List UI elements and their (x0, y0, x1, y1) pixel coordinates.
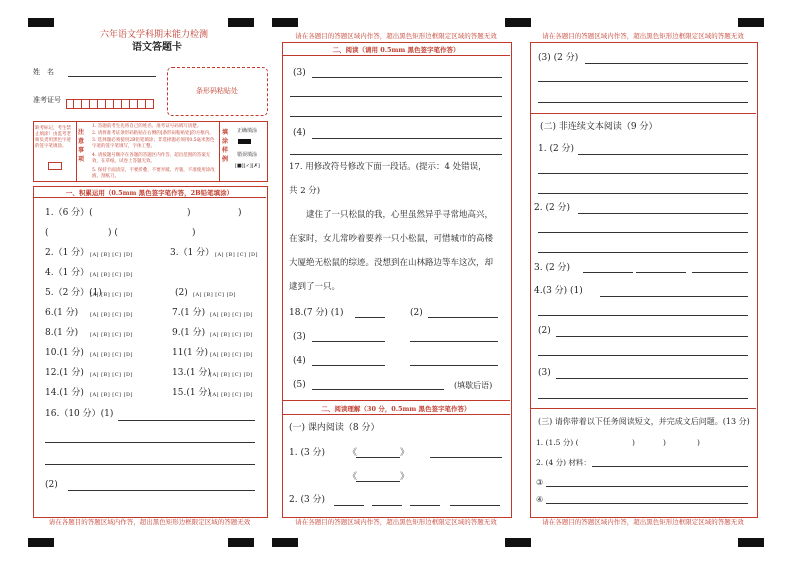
q3-options[interactable]: [A] [B] [C] [D] (215, 252, 258, 258)
answer-line[interactable] (290, 154, 502, 155)
answer-line[interactable] (430, 457, 502, 458)
q16-2-label: (2) (45, 480, 58, 490)
q14-options[interactable]: [A] [B] [C] [D] (90, 392, 133, 398)
answer-line[interactable] (692, 272, 748, 273)
q18-4-label: (4) (293, 356, 306, 366)
correct-fill-sample (238, 139, 251, 144)
answer-line[interactable] (118, 420, 255, 421)
q4-label: 4.（1 分） (45, 268, 90, 278)
reading-one-title: (一) 课内阅读（8 分） (289, 423, 380, 433)
q17-label: 17. 用修改符号修改下面一段话。(提示：4 处错误， (289, 162, 487, 172)
alignment-mark (28, 538, 54, 547)
answer-line[interactable] (45, 464, 255, 465)
page-subtitle: 语文答题卡 (132, 42, 182, 53)
bracket: ) ( (108, 228, 118, 238)
q9-label: 9.(1 分) (172, 328, 206, 338)
answer-line[interactable] (312, 77, 502, 78)
answer-line[interactable] (312, 365, 385, 366)
answer-line[interactable] (538, 81, 748, 82)
n4-2-label: (2) (538, 326, 551, 336)
q8-label: 8.(1 分) (45, 328, 79, 338)
answer-line[interactable] (600, 296, 748, 297)
notice-item: 2. 请将准考证条形码粘贴在右侧的[条形码粘贴处]的方框内。 (92, 131, 214, 136)
name-field[interactable] (68, 76, 156, 77)
q5-label: 5.（2 分）(1) (45, 288, 102, 298)
answer-line[interactable] (312, 138, 502, 139)
alignment-mark (28, 18, 54, 27)
notice-item: 5. 保持卡面清洁，不要折叠，不要弄破、弄皱，不准使用涂改液、刮纸刀。 (92, 168, 215, 179)
q10-options[interactable]: [A] [B] [C] [D] (90, 352, 133, 358)
answer-line[interactable] (356, 457, 400, 458)
n1-label: 1. (2 分) (538, 144, 575, 154)
q15-label: 15.(1 分) (172, 388, 211, 398)
id-label: 准考证号 (33, 96, 61, 104)
t2-label: 2. (4 分) 材料： (536, 458, 591, 467)
alignment-mark (738, 538, 764, 547)
answer-line[interactable] (538, 398, 748, 399)
t2-3-label: ③ (536, 478, 544, 487)
section-three-title: 二、阅读理解（30 分，0.5mm 黑色签字笔作答） (321, 405, 471, 413)
answer-line[interactable] (372, 505, 402, 506)
q5-2-label: (2) (175, 288, 188, 298)
notice-item: 1. 答题前考生先将自己的姓名、准考证号码填写清楚。 (92, 124, 202, 129)
barcode-label: 条形码粘贴处 (196, 87, 238, 95)
q6-label: 6.(1 分) (45, 308, 79, 318)
q5-1-options[interactable]: [A] [B] [C] [D] (90, 292, 133, 298)
n4-3-label: (3) (538, 368, 551, 378)
alignment-mark (272, 18, 298, 27)
bottom-warning: 请在各题目的答题区域内作答，超出黑色矩形边框限定区域的答题无效 (48, 518, 251, 526)
q11-options[interactable]: [A] [B] [C] [D] (210, 352, 253, 358)
n3-label: 3. (2 分) (534, 263, 571, 273)
task-title: (三) 请你带着以下任务阅读短文，并完成文后问题。(13 分) (538, 417, 750, 426)
notice-item: 4. 请按题号顺序在各题的答题区内作答，超出范围的答案无效，在草纸、试卷上答题无效。 (92, 153, 211, 164)
answer-line[interactable] (538, 193, 748, 194)
absent-checkbox[interactable] (48, 162, 62, 170)
alignment-mark (505, 18, 531, 27)
q12-label: 12.(1 分) (45, 368, 84, 378)
q11-label: 11(1 分) (172, 348, 209, 358)
answer-line[interactable] (538, 315, 748, 316)
q15-options[interactable]: [A] [B] [C] [D] (210, 392, 253, 398)
bracket: ) (192, 228, 196, 238)
bracket: ) (663, 438, 666, 447)
answer-line[interactable] (583, 272, 633, 273)
n2-label: 2. (2 分) (534, 203, 571, 213)
bracket: ) (187, 208, 191, 218)
q3-2pt-label: (3) (2 分) (538, 53, 579, 63)
answer-line[interactable] (538, 173, 748, 174)
q-3-label: (3) (293, 68, 306, 78)
notice-heading: 注意事项 (78, 129, 85, 163)
book-bracket: 》 (400, 472, 410, 482)
alignment-mark (228, 18, 254, 27)
q16-label: 16.（10 分）(1) (45, 409, 114, 419)
id-number-cells[interactable] (66, 94, 154, 113)
section-two-title: 二、阅读（请用 0.5mm 黑色签字笔作答） (332, 46, 460, 54)
answer-line[interactable] (538, 232, 748, 233)
book-bracket: 《 (348, 448, 358, 458)
answer-line[interactable] (578, 154, 748, 155)
q18-label: 18.(7 分) (1) (289, 308, 344, 318)
q2-label: 2.（1 分） (45, 248, 90, 258)
notice-item: 3. 选择题必须使用2B铅笔填涂；非选择题必须用0.5毫米黑色字迹的签字笔填写，字体工整。 (92, 138, 215, 149)
q18-3-label: (3) (293, 332, 306, 342)
answer-line[interactable] (356, 481, 400, 482)
bracket: ) (238, 208, 242, 218)
q9-options[interactable]: [A] [B] [C] [D] (210, 332, 253, 338)
answer-line[interactable] (334, 505, 364, 506)
wrong-fill-label: 错误填涂 (237, 152, 258, 158)
answer-line[interactable] (546, 486, 748, 487)
answer-line[interactable] (68, 490, 255, 491)
q13-options[interactable]: [A] [B] [C] [D] (210, 372, 253, 378)
q7-options[interactable]: [A] [B] [C] [D] (210, 312, 253, 318)
q2-options[interactable]: [A] [B] [C] [D] (90, 252, 133, 258)
q13-label: 13.(1 分) (172, 368, 211, 378)
n4-label: 4.(3 分) (1) (534, 286, 583, 296)
bracket: ( (45, 228, 49, 238)
bracket: ) (697, 438, 700, 447)
answer-line[interactable] (578, 213, 748, 214)
r1-label: 1. (3 分) (289, 448, 326, 458)
absent-mark-text: 缺考标记，考生禁止填涂！由监考老师负责用黑色字迹的签字笔填涂。 (35, 126, 71, 149)
example-heading: 填涂样例 (222, 129, 229, 163)
q3-label: 3.（1 分） (170, 248, 215, 258)
answer-line[interactable] (410, 365, 498, 366)
answer-line[interactable] (538, 102, 748, 103)
answer-line[interactable] (538, 252, 748, 253)
bottom-warning: 请在各题目的答题区域内作答，超出黑色矩形边框限定区域的答题无效 (295, 518, 497, 526)
alignment-mark (505, 538, 531, 547)
q18-note: (填歇后语) (454, 381, 493, 390)
answer-line[interactable] (355, 317, 385, 318)
q18-2-label: (2) (410, 308, 423, 318)
name-label: 姓 名 (33, 68, 54, 76)
q7-label: 7.(1 分) (172, 308, 206, 318)
alignment-mark (738, 18, 764, 27)
q5-2-options[interactable]: [A] [B] [C] [D] (193, 292, 236, 298)
q-4-label: (4) (293, 128, 306, 138)
book-bracket: 《 (348, 472, 358, 482)
answer-line[interactable] (546, 503, 748, 504)
wrong-fill-sample: [■][✓][✗] (235, 163, 260, 169)
r2-label: 2. (3 分) (289, 495, 326, 505)
t2-4-label: ④ (536, 495, 544, 504)
edit-passage: 逮住了一只松鼠的我，心里虽然异乎寻常地高兴，在家时，女儿常吵着要养一只小松鼠，可惜城市的高楼大厦绝无松鼠的综迹。没想到在山林路边等车这次，却逮到了一只。 (289, 210, 494, 292)
top-warning: 请在各题目的答题区域内作答，超出黑色矩形边框限定区域的答题无效 (295, 32, 497, 40)
answer-line[interactable] (636, 272, 686, 273)
q14-label: 14.(1 分) (45, 388, 84, 398)
nonlit-title: (二) 非连续文本阅读（9 分） (540, 122, 658, 132)
bottom-warning: 请在各题目的答题区域内作答，超出黑色矩形边框限定区域的答题无效 (542, 518, 744, 526)
alignment-mark (228, 538, 254, 547)
answer-line[interactable] (538, 355, 748, 356)
q1-label: 1.（6 分）( (45, 208, 93, 218)
q4-options[interactable]: [A] [B] [C] [D] (90, 272, 133, 278)
q6-options[interactable]: [A] [B] [C] [D] (90, 312, 133, 318)
answer-line[interactable] (45, 442, 255, 443)
answer-line[interactable] (592, 466, 748, 467)
book-bracket: 》 (400, 448, 410, 458)
answer-line[interactable] (410, 505, 440, 506)
answer-line[interactable] (290, 96, 502, 97)
alignment-mark (272, 538, 298, 547)
answer-line[interactable] (556, 378, 748, 379)
answer-line[interactable] (290, 116, 502, 117)
q17-points: 共 2 分) (289, 186, 321, 196)
correct-fill-label: 正确填涂 (237, 128, 258, 134)
section-one-title: 一、积累运用（0.5mm 黑色签字笔作答，2B铅笔填涂） (65, 189, 234, 197)
answer-line[interactable] (312, 341, 385, 342)
answer-line[interactable] (585, 63, 748, 64)
answer-line[interactable] (450, 505, 500, 506)
t1-label: 1. (1.5 分) ( (536, 438, 579, 447)
q12-options[interactable]: [A] [B] [C] [D] (90, 372, 133, 378)
q10-label: 10.(1 分) (45, 348, 84, 358)
answer-line[interactable] (410, 341, 498, 342)
answer-line[interactable] (312, 389, 444, 390)
bracket: ) (632, 438, 635, 447)
answer-line[interactable] (428, 317, 498, 318)
page-title: 六年语文学科期末能力检测 (100, 30, 209, 40)
top-warning: 请在各题目的答题区域内作答，超出黑色矩形边框限定区域的答题无效 (542, 32, 744, 40)
answer-line[interactable] (556, 336, 748, 337)
q18-5-label: (5) (293, 380, 306, 390)
q8-options[interactable]: [A] [B] [C] [D] (90, 332, 133, 338)
